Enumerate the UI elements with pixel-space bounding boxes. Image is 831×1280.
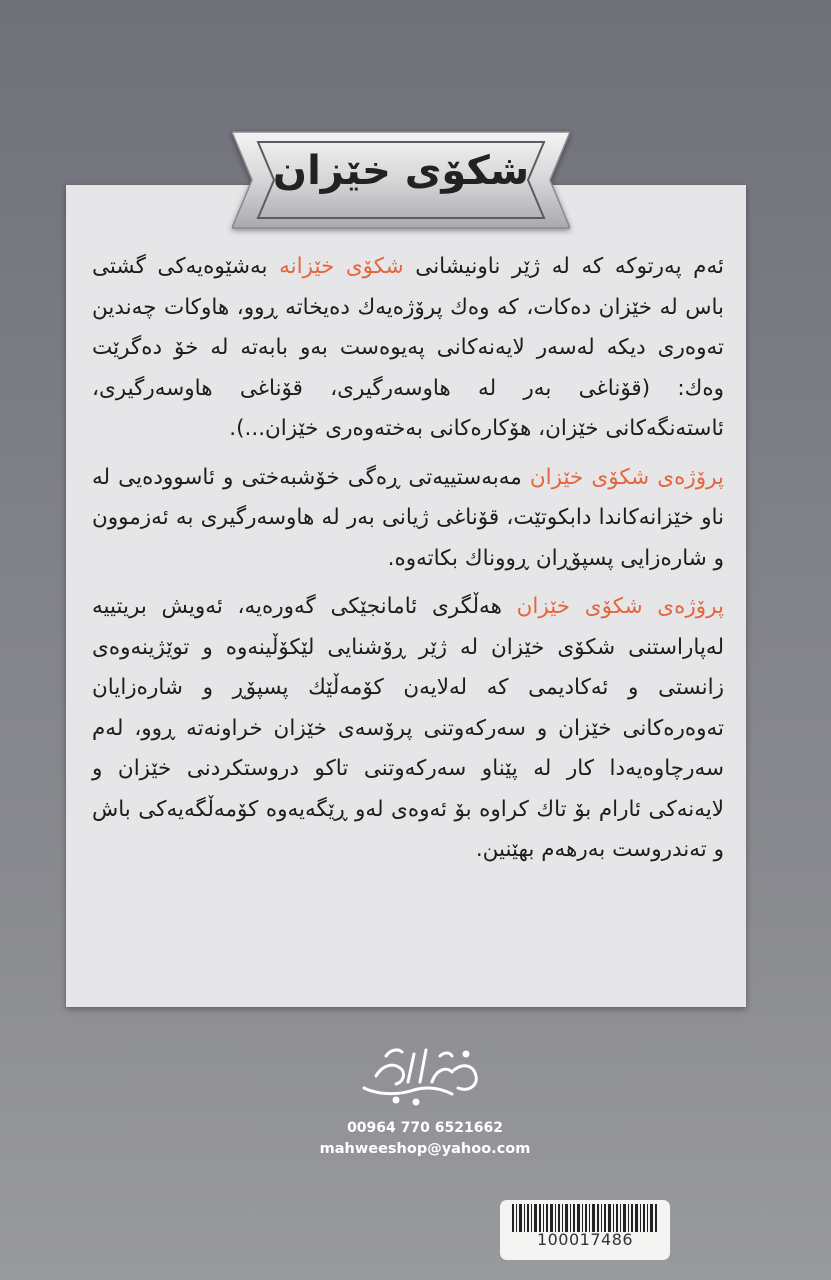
book-title: شکۆی خێزان xyxy=(272,148,530,194)
publisher-email: mahweeshop@yahoo.com xyxy=(319,1141,531,1157)
paragraph-text: بەشێوەیەکی گشتی باس لە خێزان دەکات، کە وەك پرۆژەیەك دەیخاتە ڕوو، هاوکات چەندین تەوەری دیکە لەسەر لایەنەکانی پەیوەست بەو بابەتە لە خۆ دەگرێت وەك: (قۆناغی بەر لە هاوسەرگیری، قۆناغی هاوسەرگیری، ئاستەنگەکانی خێزان، هۆکارەکانی بەختەوەری خێزان...). xyxy=(92,254,724,441)
description-paragraph xyxy=(92,247,724,450)
publisher-logo xyxy=(356,1036,484,1110)
description-paragraph xyxy=(92,458,724,580)
publisher-phone: 00964 770 6521662 xyxy=(347,1120,503,1136)
book-description xyxy=(92,247,724,871)
title-banner xyxy=(232,130,570,230)
description-paragraph xyxy=(92,587,724,871)
highlighted-title-text: پرۆژەی شکۆی خێزان xyxy=(529,464,724,490)
barcode-icon xyxy=(510,1204,660,1232)
highlighted-title-text: پرۆژەی شکۆی خێزان xyxy=(516,594,724,619)
barcode-number: 100017486 xyxy=(536,1230,634,1249)
publisher-contact xyxy=(300,1118,550,1160)
paragraph-text: ئەم پەرتوکە کە لە ژێر ناونیشانی xyxy=(403,254,724,279)
highlighted-title-text: شکۆی خێزانە xyxy=(279,254,404,279)
paragraph-text: هەڵگری ئامانجێکی گەورەیە، ئەویش بریتییە لەپاراستنی شکۆی خێزان لە ژێر ڕۆشنایی لێکۆڵینەوە و توێژینەوەی زانستی و ئەکادیمی کە لەلایەن کۆمەڵێك پسپۆڕ و شارەزایان تەوەرەکانی خێزان و سەرکەوتنی پرۆسەی خێزان خراونەتە ڕوو، لەم سەرچاوەیەدا کار لە پێناو سەرکەوتنی تاکو دروستکردنی خێزان و لایەنەکی ئارام بۆ تاك کراوە بۆ ئەوەی لەو ڕێگەیەوە کۆمەڵگەیەکی باش و تەندروست بەرهەم بهێنین. xyxy=(92,594,724,862)
calligraphy-logo-icon xyxy=(356,1036,484,1110)
barcode-sticker xyxy=(499,1199,671,1261)
paragraph-text: مەبەستییەتی ڕەگی خۆشبەختی و ئاسوودەیی لە ناو خێزانەکاندا دابکوتێت، قۆناغی ژیانی بەر لە هاوسەرگیری بە ئەزموون و شارەزایی پسپۆڕان ڕووناك بکاتەوە. xyxy=(92,464,724,571)
